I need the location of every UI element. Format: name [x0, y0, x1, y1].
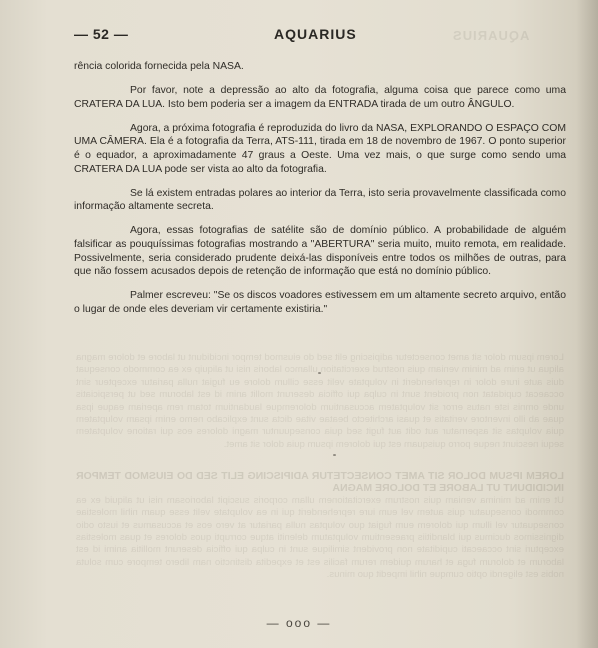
body-text	[74, 60, 566, 327]
running-head: AQUARIUS	[274, 26, 357, 42]
bleed-through-text: Lorem ipsum dolor sit amet consectetur adipiscing elit sed do eiusmod tempor incididunt ut labore et dolore magna aliqua ut enim ad minim veniam quis nostrud exercitation ullamco laboris nisi ut aliquip ex ea commodo consequat duis aute irure dolor in reprehenderit in voluptate velit esse cillum dolore eu fugiat nulla pariatur excepteur sint occaecat cupidatat non proident sunt in culpa qui officia deserunt mollit anim id est laborum sed ut perspiciatis unde omnis iste natus error sit voluptatem accusantium doloremque laudantium totam rem aperiam eaque ipsa quae ab illo inventore veritatis et quasi architecto beatae vitae dicta sunt explicabo nemo enim ipsam voluptatem quia voluptas sit aspernatur aut odit aut fugit sed quia consequuntur magni dolores eos qui ratione voluptatem sequi nesciunt neque porro quisquam est qui dolorem ipsum quia dolor sit amet.	[76, 352, 564, 450]
footer-mark: — ooo —	[266, 616, 332, 630]
page-edge-shadow	[576, 0, 598, 648]
paper-speck	[333, 454, 336, 456]
paragraph: Agora, a próxima fotografia é reproduzida do livro da NASA, EXPLORANDO O ESPAÇO COM UMA CÂMERA. Ela é a fotografia da Terra, ATS-111, tirada em 18 de novembro de 1967. O ponto superior é o equador, a aproximadamente 47 graus a Oeste. Uma vez mais, o que surge como sendo uma CRATERA DA LUA pode ser vista ao alto da fotografia.	[74, 122, 566, 175]
paragraph: Por favor, note a depressão ao alto da fotografia, alguma coisa que parece como uma CRATERA DA LUA. Isto bem poderia ser a imagem da ENTRADA tirada de um outro ÂNGULO.	[74, 85, 566, 110]
paragraph-continuation: rência colorida fornecida pela NASA.	[74, 61, 244, 72]
page-header	[74, 26, 564, 48]
bleed-through-heading: AQUARIUS	[452, 28, 530, 43]
paragraph: Palmer escreveu: "Se os discos voadores estivessem em um altamente secreto arquivo, então o lugar de onde eles deveriam vir certamente existiria."	[74, 290, 566, 315]
paper-speck	[318, 372, 321, 374]
paragraph: Agora, essas fotografias de satélite são de domínio público. A probabilidade de alguém falsificar as pouquíssimas fotografias mostrando a "ABERTURA" seria muito, muito remota, em realidade. Possivelmente, seria considerado prudente deixá-las disponíveis entre todos os milhões de outras, para que não fossem acusados depois de retenção de informação que está no domínio público.	[74, 225, 566, 278]
bleed-through-text: LOREM IPSUM DOLOR SIT AMET CONSECTETUR ADIPISCING ELIT SED DO EIUSMOD TEMPOR INCIDIDUNT UT LABORE ET DOLORE MAGNA Ut enim ad minima veniam quis nostrum exercitationem ullam corporis suscipit laboriosam nisi ut aliquid ex ea commodi consequatur quis autem vel eum iure reprehenderit qui in ea voluptate velit esse quam nihil molestiae consequatur vel illum qui dolorem eum fugiat quo voluptas nulla pariatur at vero eos et accusamus et iusto odio dignissimos ducimus qui blanditiis praesentium voluptatum deleniti atque corrupti quos dolores et quas molestias excepturi sint occaecati cupiditate non provident similique sunt in culpa qui officia deserunt mollitia animi id est laborum et dolorum fuga et harum quidem rerum facilis est et expedita distinctio nam libero tempore cum soluta nobis est eligendi optio cumque nihil impedit quo minus.	[76, 470, 564, 581]
paragraph: Se lá existem entradas polares ao interior da Terra, isto seria provavelmente classificada como informação altamente secreta.	[74, 187, 566, 213]
page-number: — 52 —	[74, 26, 129, 42]
